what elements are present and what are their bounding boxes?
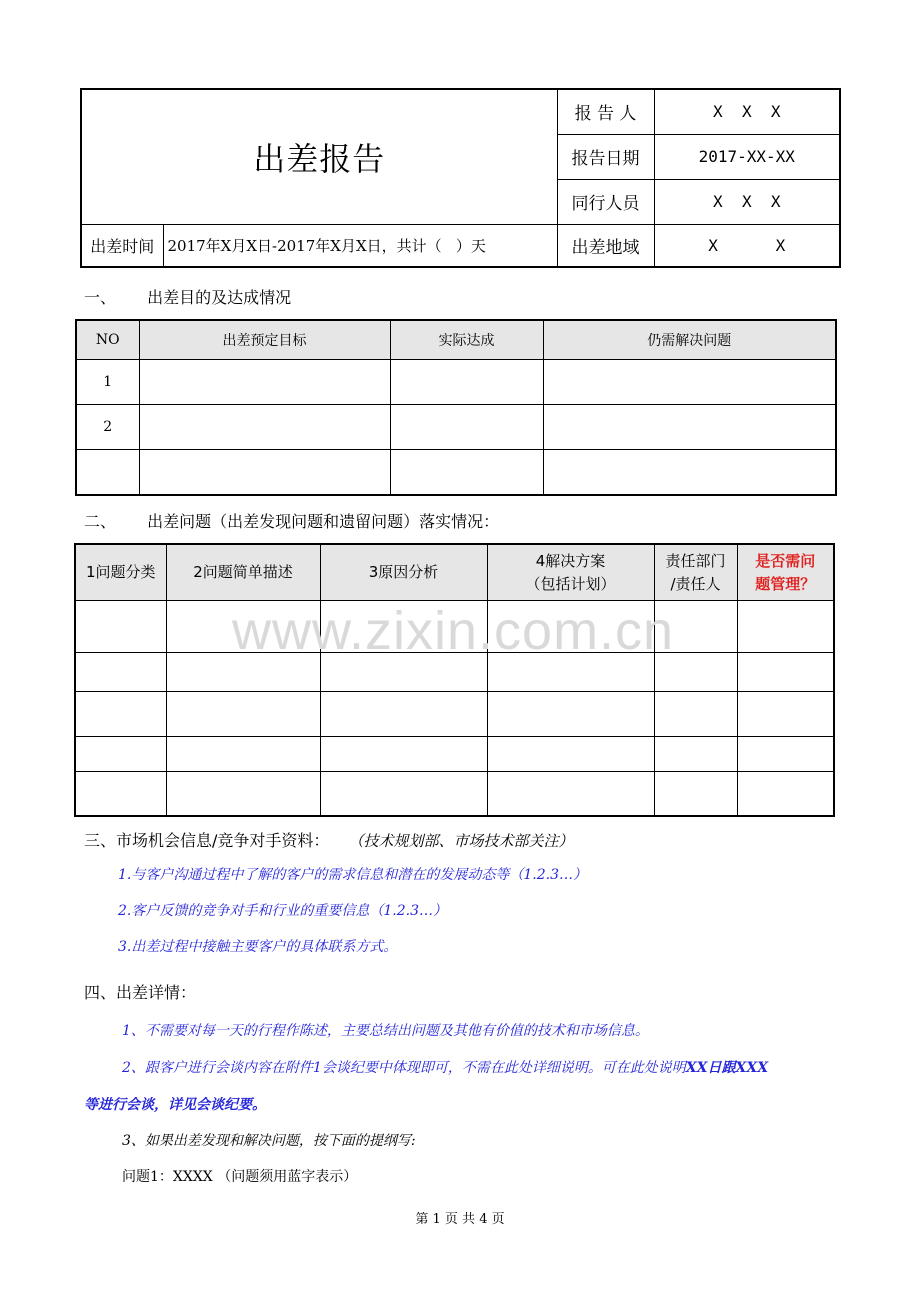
col-header-cause: 3原因分析 <box>320 544 487 601</box>
table-cell[interactable] <box>139 360 390 405</box>
section4-item-4: 问题1：XXXX （问题须用蓝字表示） <box>122 1169 358 1185</box>
table-cell[interactable] <box>166 737 320 772</box>
col-header-owner-line2: /责任人 <box>670 574 721 593</box>
trip-location-value: X X <box>654 224 840 267</box>
section3-item-2: 2.客户反馈的竞争对手和行业的重要信息（1.2.3…） <box>118 903 447 919</box>
col-header-no: NO <box>76 320 139 360</box>
col-header-achieved: 实际达成 <box>390 320 543 360</box>
col-header-owner-line1: 责任部门 <box>665 551 726 570</box>
section2-number: 二、 <box>84 512 117 531</box>
table-row <box>76 405 836 450</box>
table-cell[interactable] <box>75 737 166 772</box>
table-cell[interactable] <box>166 772 320 816</box>
section4-item-3: 3、如果出差发现和解决问题，按下面的提纲写: <box>122 1133 416 1149</box>
table-row <box>75 737 834 772</box>
table-cell[interactable] <box>75 601 166 653</box>
section4-item-2-text: 2、跟客户进行会谈内容在附件1会谈纪要中体现即可，不需在此处详细说明。可在此处说明 <box>122 1060 686 1076</box>
section2-heading <box>84 509 499 532</box>
table-cell[interactable] <box>390 360 543 405</box>
col-header-needs-management <box>737 544 834 601</box>
col-header-solution <box>487 544 654 601</box>
table-row <box>76 360 836 405</box>
row-number: 2 <box>76 405 139 450</box>
report-title: 出差报告 <box>81 89 557 224</box>
section4-item-2-continued: 等进行会谈，详见会谈纪要。 <box>84 1097 266 1113</box>
report-header-table <box>80 88 841 268</box>
section2-title: 出差问题（出差发现问题和遗留问题）落实情况： <box>147 512 500 531</box>
reporter-value: X X X <box>654 89 840 134</box>
companions-value: X X X <box>654 179 840 224</box>
table-cell[interactable] <box>139 405 390 450</box>
table-cell[interactable] <box>737 601 834 653</box>
table-cell[interactable] <box>75 772 166 816</box>
section3-heading <box>84 828 574 851</box>
section3-note: （技术规划部、市场技术部关注） <box>348 832 574 850</box>
table-header-row <box>75 544 834 601</box>
row-number: 1 <box>76 360 139 405</box>
section4-item-2 <box>122 1057 768 1077</box>
table-cell[interactable] <box>543 405 836 450</box>
table-header-row <box>76 320 836 360</box>
table-cell[interactable] <box>75 653 166 692</box>
objectives-table <box>75 319 837 496</box>
table-cell[interactable] <box>390 405 543 450</box>
section4-heading: 四、出差详情： <box>84 983 197 1002</box>
col-header-owner <box>654 544 737 601</box>
section4-item-2-bold: XX日跟XXX <box>685 1060 769 1076</box>
table-cell[interactable] <box>654 692 737 737</box>
report-date-value: 2017-XX-XX <box>654 134 840 179</box>
col-header-remaining-issues: 仍需解决问题 <box>543 320 836 360</box>
section1-number: 一、 <box>84 288 117 307</box>
col-header-needs-management-line1: 是否需问 <box>755 551 816 570</box>
trip-time-label: 出差时间 <box>81 224 163 267</box>
col-header-solution-line2: （包括计划） <box>525 574 616 593</box>
table-cell[interactable] <box>543 450 836 496</box>
table-cell[interactable] <box>737 653 834 692</box>
page-number: 第 1 页 共 4 页 <box>415 1212 505 1227</box>
table-cell[interactable] <box>654 772 737 816</box>
trip-time-value: 2017年X月X日-2017年X月X日，共计（ ）天 <box>163 224 557 267</box>
report-date-label: 报告日期 <box>557 134 654 179</box>
table-cell[interactable] <box>487 772 654 816</box>
col-header-description: 2问题简单描述 <box>166 544 320 601</box>
trip-location-label: 出差地域 <box>557 224 654 267</box>
section4-item-1: 1、不需要对每一天的行程作陈述，主要总结出问题及其他有价值的技术和市场信息。 <box>122 1023 649 1039</box>
table-cell[interactable] <box>487 692 654 737</box>
section3-item-1: 1.与客户沟通过程中了解的客户的需求信息和潜在的发展动态等（1.2.3…） <box>118 867 587 883</box>
table-row <box>75 692 834 737</box>
table-cell[interactable] <box>320 772 487 816</box>
table-cell[interactable] <box>75 692 166 737</box>
table-cell[interactable] <box>487 737 654 772</box>
watermark: www.zixin.com.cn <box>232 601 675 661</box>
col-header-solution-line1: 4解决方案 <box>535 551 606 570</box>
issues-table <box>74 543 835 817</box>
section1-heading <box>84 285 291 308</box>
table-row <box>75 772 834 816</box>
table-cell[interactable] <box>737 772 834 816</box>
col-header-needs-management-line2: 题管理？ <box>755 574 816 593</box>
section3-item-3: 3.出差过程中接触主要客户的具体联系方式。 <box>118 939 398 955</box>
row-number <box>76 450 139 496</box>
table-cell[interactable] <box>737 737 834 772</box>
col-header-planned-goal: 出差预定目标 <box>139 320 390 360</box>
table-cell[interactable] <box>390 450 543 496</box>
table-cell[interactable] <box>320 692 487 737</box>
reporter-label: 报 告 人 <box>557 89 654 134</box>
companions-label: 同行人员 <box>557 179 654 224</box>
table-cell[interactable] <box>543 360 836 405</box>
section3-title: 三、市场机会信息/竞争对手资料： <box>84 831 330 850</box>
table-cell[interactable] <box>139 450 390 496</box>
table-cell[interactable] <box>737 692 834 737</box>
col-header-category: 1问题分类 <box>75 544 166 601</box>
table-cell[interactable] <box>166 692 320 737</box>
table-cell[interactable] <box>654 737 737 772</box>
table-row <box>76 450 836 496</box>
table-cell[interactable] <box>320 737 487 772</box>
section1-title: 出差目的及达成情况 <box>147 288 292 307</box>
